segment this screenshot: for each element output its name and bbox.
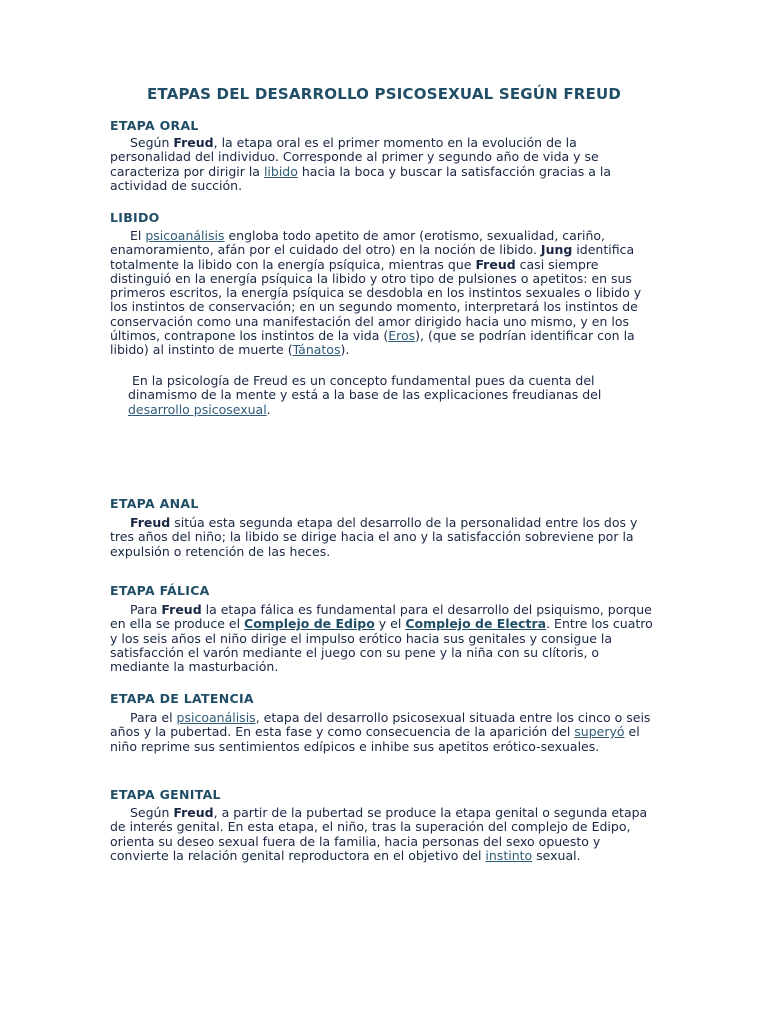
paragraph-etapa-oral: Según Freud, la etapa oral es el primer momento en la evolución de la personalidad del individuo. Corresponde al primer y segundo año de vida y se caracteriza por dirigir la libido hacia la boca y buscar la satisfacción gracias a la actividad de succión. xyxy=(110,135,611,193)
bold-freud: Freud xyxy=(130,515,171,530)
link-complejo-de-electra[interactable]: Complejo de Electra xyxy=(405,616,547,632)
link-libido[interactable]: libido xyxy=(263,163,298,179)
bold-freud: Freud xyxy=(173,135,214,150)
paragraph-etapa-de-latencia: Para el psicoanálisis, etapa del desarrollo psicosexual situada entre los cinco o seis años y la pubertad. En esta fase y como consecuencia de la aparición del superyó el niño reprime sus sentimientos edípicos e inhibe sus apetitos erótico-sexuales. xyxy=(110,710,651,754)
heading-etapa-falica: ETAPA FÁLICA xyxy=(110,583,210,598)
link-complejo-de-edipo[interactable]: Complejo de Edipo xyxy=(244,616,375,632)
paragraph-etapa-falica: Para Freud la etapa fálica es fundamental para el desarrollo del psiquismo, porque en ella se produce el Complejo de Edipo y el Complejo de Electra. Entre los cuatro y los seis años el niño dirige el impulso erótico hacia sus genitales y consigue la satisfacción el varón mediante el juego con su pene y la niña con su clítoris, o mediante la masturbación. xyxy=(110,602,653,675)
heading-etapa-de-latencia: ETAPA DE LATENCIA xyxy=(110,691,254,706)
link-superyo[interactable]: superyó xyxy=(574,724,625,740)
link-instinto[interactable]: instinto xyxy=(485,847,533,863)
paragraph-etapa-anal: Freud sitúa esta segunda etapa del desarrollo de la personalidad entre los dos y tres años del niño; la libido se dirige hacia el ano y la satisfacción sobreviene por la expulsión o retención de las heces. xyxy=(110,515,638,559)
paragraph-etapa-genital: Según Freud, a partir de la pubertad se produce la etapa genital o segunda etapa de interés genital. En esta etapa, el niño, tras la superación del complejo de Edipo, orienta su deseo sexual fuera de la familia, hacia personas del sexo opuesto y convierte la relación genital reproductora en el objetivo del instinto sexual. xyxy=(110,805,648,863)
heading-libido: LIBIDO xyxy=(110,210,160,225)
link-eros[interactable]: Eros xyxy=(388,328,416,344)
heading-etapa-oral: ETAPA ORAL xyxy=(110,118,199,133)
paragraph-libido: El psicoanálisis engloba todo apetito de amor (erotismo, sexualidad, cariño, enamoramiento, afán por el cuidado del otro) en la noción de libido. Jung identifica totalmente la libido con la energía psíquica, mientras que Freud casi siempre distinguió en la energía psíquica la libido y otro tipo de pulsiones o apetitos: en sus primeros escritos, la energía psíquica se desdobla en los instintos sexuales o libido y los instintos de conservación; en un segundo momento, interpretará los instintos de conservación como una manifestación del amor dirigido hacia uno mismo, y en los últimos, contrapone los instintos de la vida (Eros), (que se podrían identificar con la libido) al instinto de muerte (Tánatos). xyxy=(110,228,642,358)
link-psicoanalisis[interactable]: psicoanálisis xyxy=(176,710,256,725)
heading-etapa-genital: ETAPA GENITAL xyxy=(110,787,221,802)
bold-freud: Freud xyxy=(173,805,214,820)
link-desarrollo-psicosexual[interactable]: desarrollo psicosexual xyxy=(128,401,267,417)
link-psicoanalisis[interactable]: psicoanálisis xyxy=(145,228,225,243)
bold-freud: Freud xyxy=(475,256,516,272)
bold-freud: Freud xyxy=(161,602,202,617)
link-tanatos[interactable]: Tánatos xyxy=(292,342,341,358)
heading-etapa-anal: ETAPA ANAL xyxy=(110,496,199,511)
page-title: ETAPAS DEL DESARROLLO PSICOSEXUAL SEGÚN FREUD xyxy=(146,85,622,103)
bold-jung: Jung xyxy=(540,242,573,258)
paragraph-libido-note: En la psicología de Freud es un concepto fundamental pues da cuenta del dinamismo de la mente y está a la base de las explicaciones freudianas del desarrollo psicosexual. xyxy=(128,373,602,417)
